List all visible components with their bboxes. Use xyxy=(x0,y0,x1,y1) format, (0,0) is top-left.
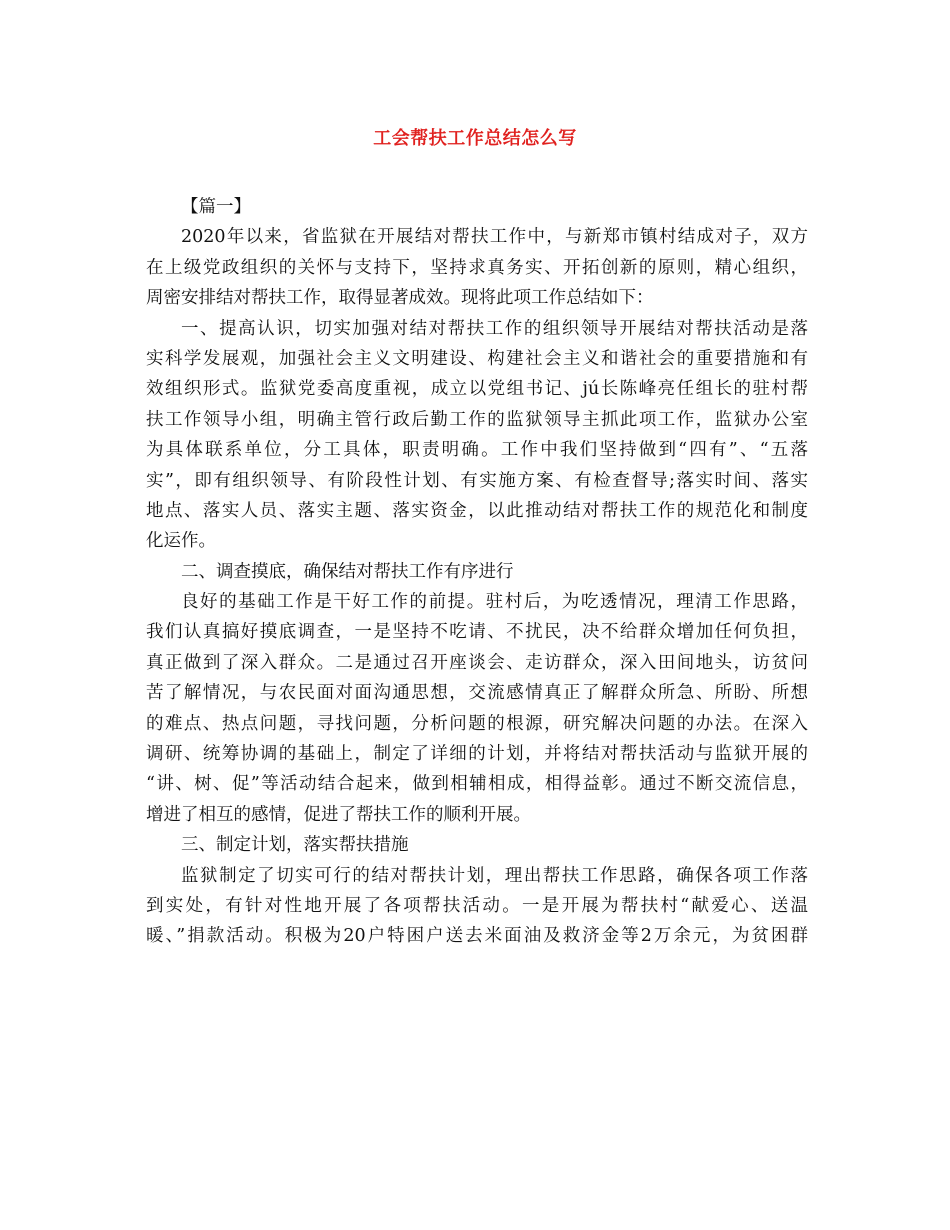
text-line: 扶工作领导小组，明确主管行政后勤工作的监狱领导主抓此项工作，监狱办公室 xyxy=(146,409,808,430)
text-line: 到实处，有针对性地开展了各项帮扶活动。一是开展为帮扶村“献爱心、送温 xyxy=(146,895,808,916)
text-line: 二、调查摸底，确保结对帮扶工作有序进行 xyxy=(181,561,514,582)
text-line: 2020年以来，省监狱在开展结对帮扶工作中，与新郑市镇村结成对子，双方 xyxy=(181,227,808,248)
document-title: 工会帮扶工作总结怎么写 xyxy=(373,128,577,149)
text-line: 为具体联系单位，分工具体，职责明确。工作中我们坚持做到“四有”、“五落 xyxy=(146,440,808,461)
text-line: 周密安排结对帮扶工作，取得显著成效。现将此项工作总结如下： xyxy=(146,288,654,309)
text-line: 【篇一】 xyxy=(181,197,251,217)
text-line: 监狱制定了切实可行的结对帮扶计划，理出帮扶工作思路，确保各项工作落 xyxy=(181,865,808,886)
text-line: 真正做到了深入群众。二是通过召开座谈会、走访群众，深入田间地头，访贫问 xyxy=(146,652,808,673)
text-line: 效组织形式。监狱党委高度重视，成立以党组书记、jú长陈峰亮任组长的驻村帮 xyxy=(146,379,808,400)
text-line: 地点、落实人员、落实主题、落实资金，以此推动结对帮扶工作的规范化和制度 xyxy=(146,500,808,521)
text-line: 的难点、热点问题，寻找问题，分析问题的根源，研究解决问题的办法。在深入 xyxy=(146,713,808,734)
text-line: 实”，即有组织领导、有阶段性计划、有实施方案、有检查督导;落实时间、落实 xyxy=(146,470,808,491)
text-line: 实科学发展观，加强社会主义文明建设、构建社会主义和谐社会的重要措施和有 xyxy=(146,348,808,369)
text-line: 良好的基础工作是干好工作的前提。驻村后，为吃透情况，理清工作思路， xyxy=(181,592,808,613)
text-line: 化运作。 xyxy=(146,531,216,552)
text-line: 在上级党政组织的关怀与支持下，坚持求真务实、开拓创新的原则，精心组织， xyxy=(146,257,808,278)
text-line: 增进了相互的感情，促进了帮扶工作的顺利开展。 xyxy=(146,804,531,825)
text-line: “讲、树、促”等活动结合起来，做到相辅相成，相得益彰。通过不断交流信息， xyxy=(146,774,808,795)
text-line: 三、制定计划，落实帮扶措施 xyxy=(181,835,409,856)
text-line: 苦了解情况，与农民面对面沟通思想，交流感情真正了解群众所急、所盼、所想 xyxy=(146,683,808,704)
text-line: 暖、”捐款活动。积极为20户特困户送去米面油及救济金等2万余元，为贫困群 xyxy=(146,926,808,947)
text-line: 一、提高认识，切实加强对结对帮扶工作的组织领导开展结对帮扶活动是落 xyxy=(181,318,808,339)
text-line: 我们认真搞好摸底调查，一是坚持不吃请、不扰民，决不给群众增加任何负担， xyxy=(146,622,808,643)
document-body xyxy=(146,192,808,952)
text-line: 调研、统筹协调的基础上，制定了详细的计划，并将结对帮扶活动与监狱开展的 xyxy=(146,744,808,765)
